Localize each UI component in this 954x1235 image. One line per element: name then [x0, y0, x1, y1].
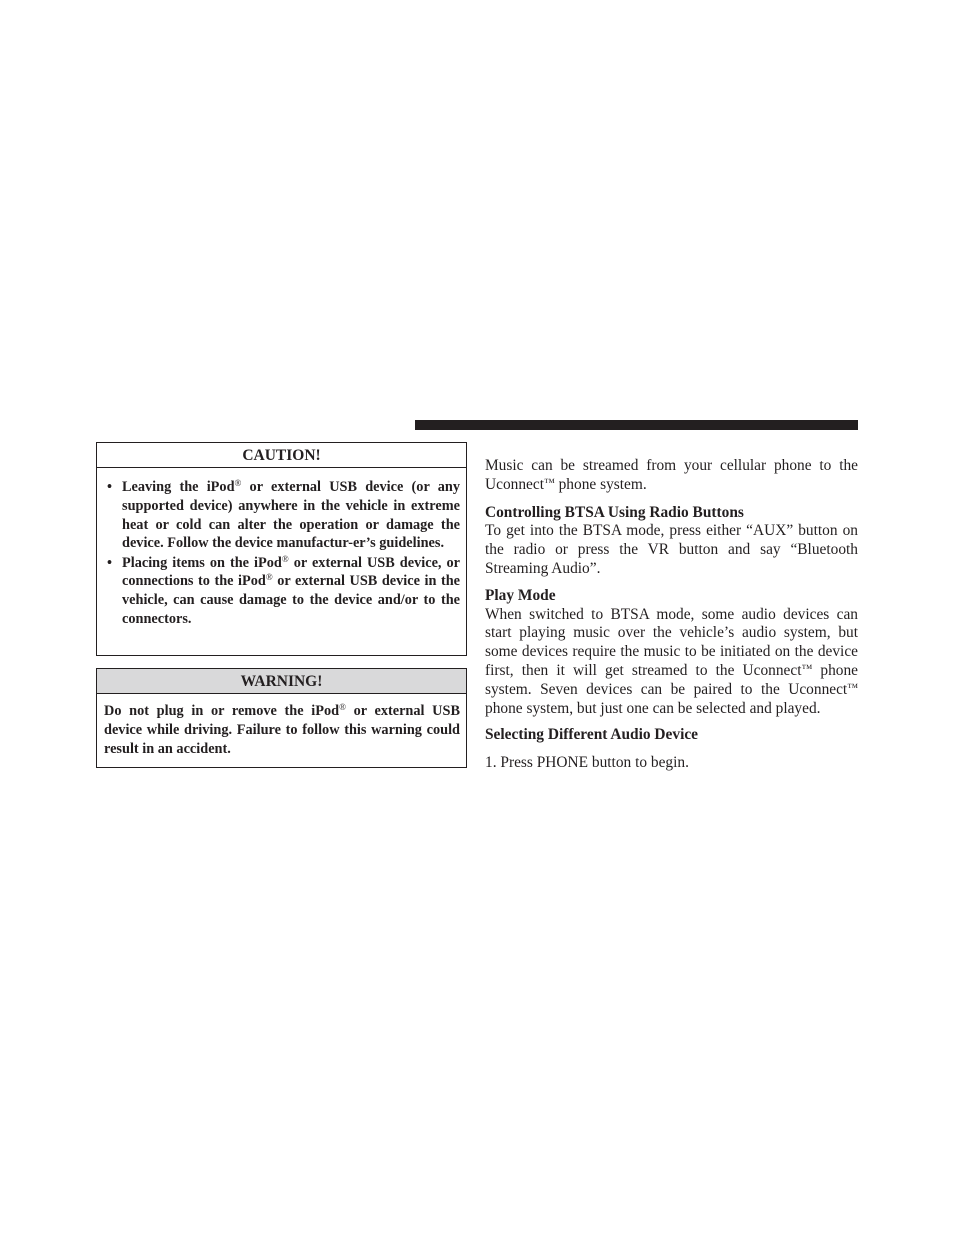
- trademark-mark: ™: [801, 662, 813, 675]
- caution-title: CAUTION!: [97, 443, 466, 468]
- caution-item-text: or external USB device (or any supported device) anywhere in the vehicle in extreme heat or cold can alter the operation or damage the device. Follow the device manufactur-er’s guidelines.: [122, 479, 460, 552]
- select-device-heading: Selecting Different Audio Device: [485, 726, 699, 744]
- btsa-heading: Controlling BTSA Using Radio Buttons: [485, 503, 744, 521]
- step-1: 1. Press PHONE button to begin.: [485, 754, 689, 772]
- caution-item-text: Placing items on the iPod: [122, 554, 282, 571]
- caution-item-text: or external USB device in the vehicle, can cause damage to the device and/or to the connectors.: [122, 573, 460, 628]
- bullet-icon: •: [107, 479, 113, 495]
- caution-item: [105, 554, 460, 629]
- intro-text: Music can be streamed from your cellular phone to the Uconnect: [485, 457, 858, 493]
- caution-item-text: or external USB device, or connections to the iPod: [122, 554, 460, 590]
- warning-text: or external USB device while driving. Failure to follow this warning could result in an accident.: [104, 703, 460, 757]
- caution-box: [96, 442, 467, 656]
- btsa-section: [485, 504, 858, 579]
- intro-paragraph: [485, 457, 858, 495]
- trademark-mark: ™: [543, 476, 555, 489]
- warning-title: WARNING!: [97, 669, 466, 694]
- caution-item: [105, 478, 460, 553]
- registered-mark: ®: [234, 478, 242, 488]
- warning-body: [97, 694, 466, 758]
- play-mode-heading: Play Mode: [485, 586, 556, 604]
- btsa-paragraph: To get into the BTSA mode, press either “AUX” button on the radio or press the VR button and say “Bluetooth Streaming Audio”.: [485, 522, 858, 577]
- warning-box: [96, 668, 467, 768]
- play-mode-text: When switched to BTSA mode, some audio devices can start playing music over the vehicle’s audio system, but some devices require the music to be initiated on the device first, then it will get streamed to the Uconnect: [485, 605, 858, 679]
- intro-text: phone system.: [554, 475, 647, 493]
- play-mode-text: phone system. Seven devices can be paired to the Uconnect: [485, 661, 858, 698]
- select-device-section: [485, 726, 858, 773]
- registered-mark: ®: [339, 702, 346, 712]
- play-mode-paragraph: [485, 606, 858, 719]
- play-mode-section: [485, 587, 858, 719]
- warning-text: Do not plug in or remove the iPod: [104, 703, 340, 719]
- play-mode-text: phone system, but just one can be selected and played.: [485, 699, 821, 717]
- trademark-mark: ™: [847, 681, 858, 694]
- caution-item-text: Leaving the iPod: [122, 479, 235, 495]
- right-column: [485, 457, 858, 773]
- bullet-icon: •: [107, 554, 113, 571]
- caution-body: [97, 468, 466, 629]
- registered-mark: ®: [265, 572, 273, 583]
- section-header-bar: [415, 420, 858, 430]
- registered-mark: ®: [281, 553, 289, 564]
